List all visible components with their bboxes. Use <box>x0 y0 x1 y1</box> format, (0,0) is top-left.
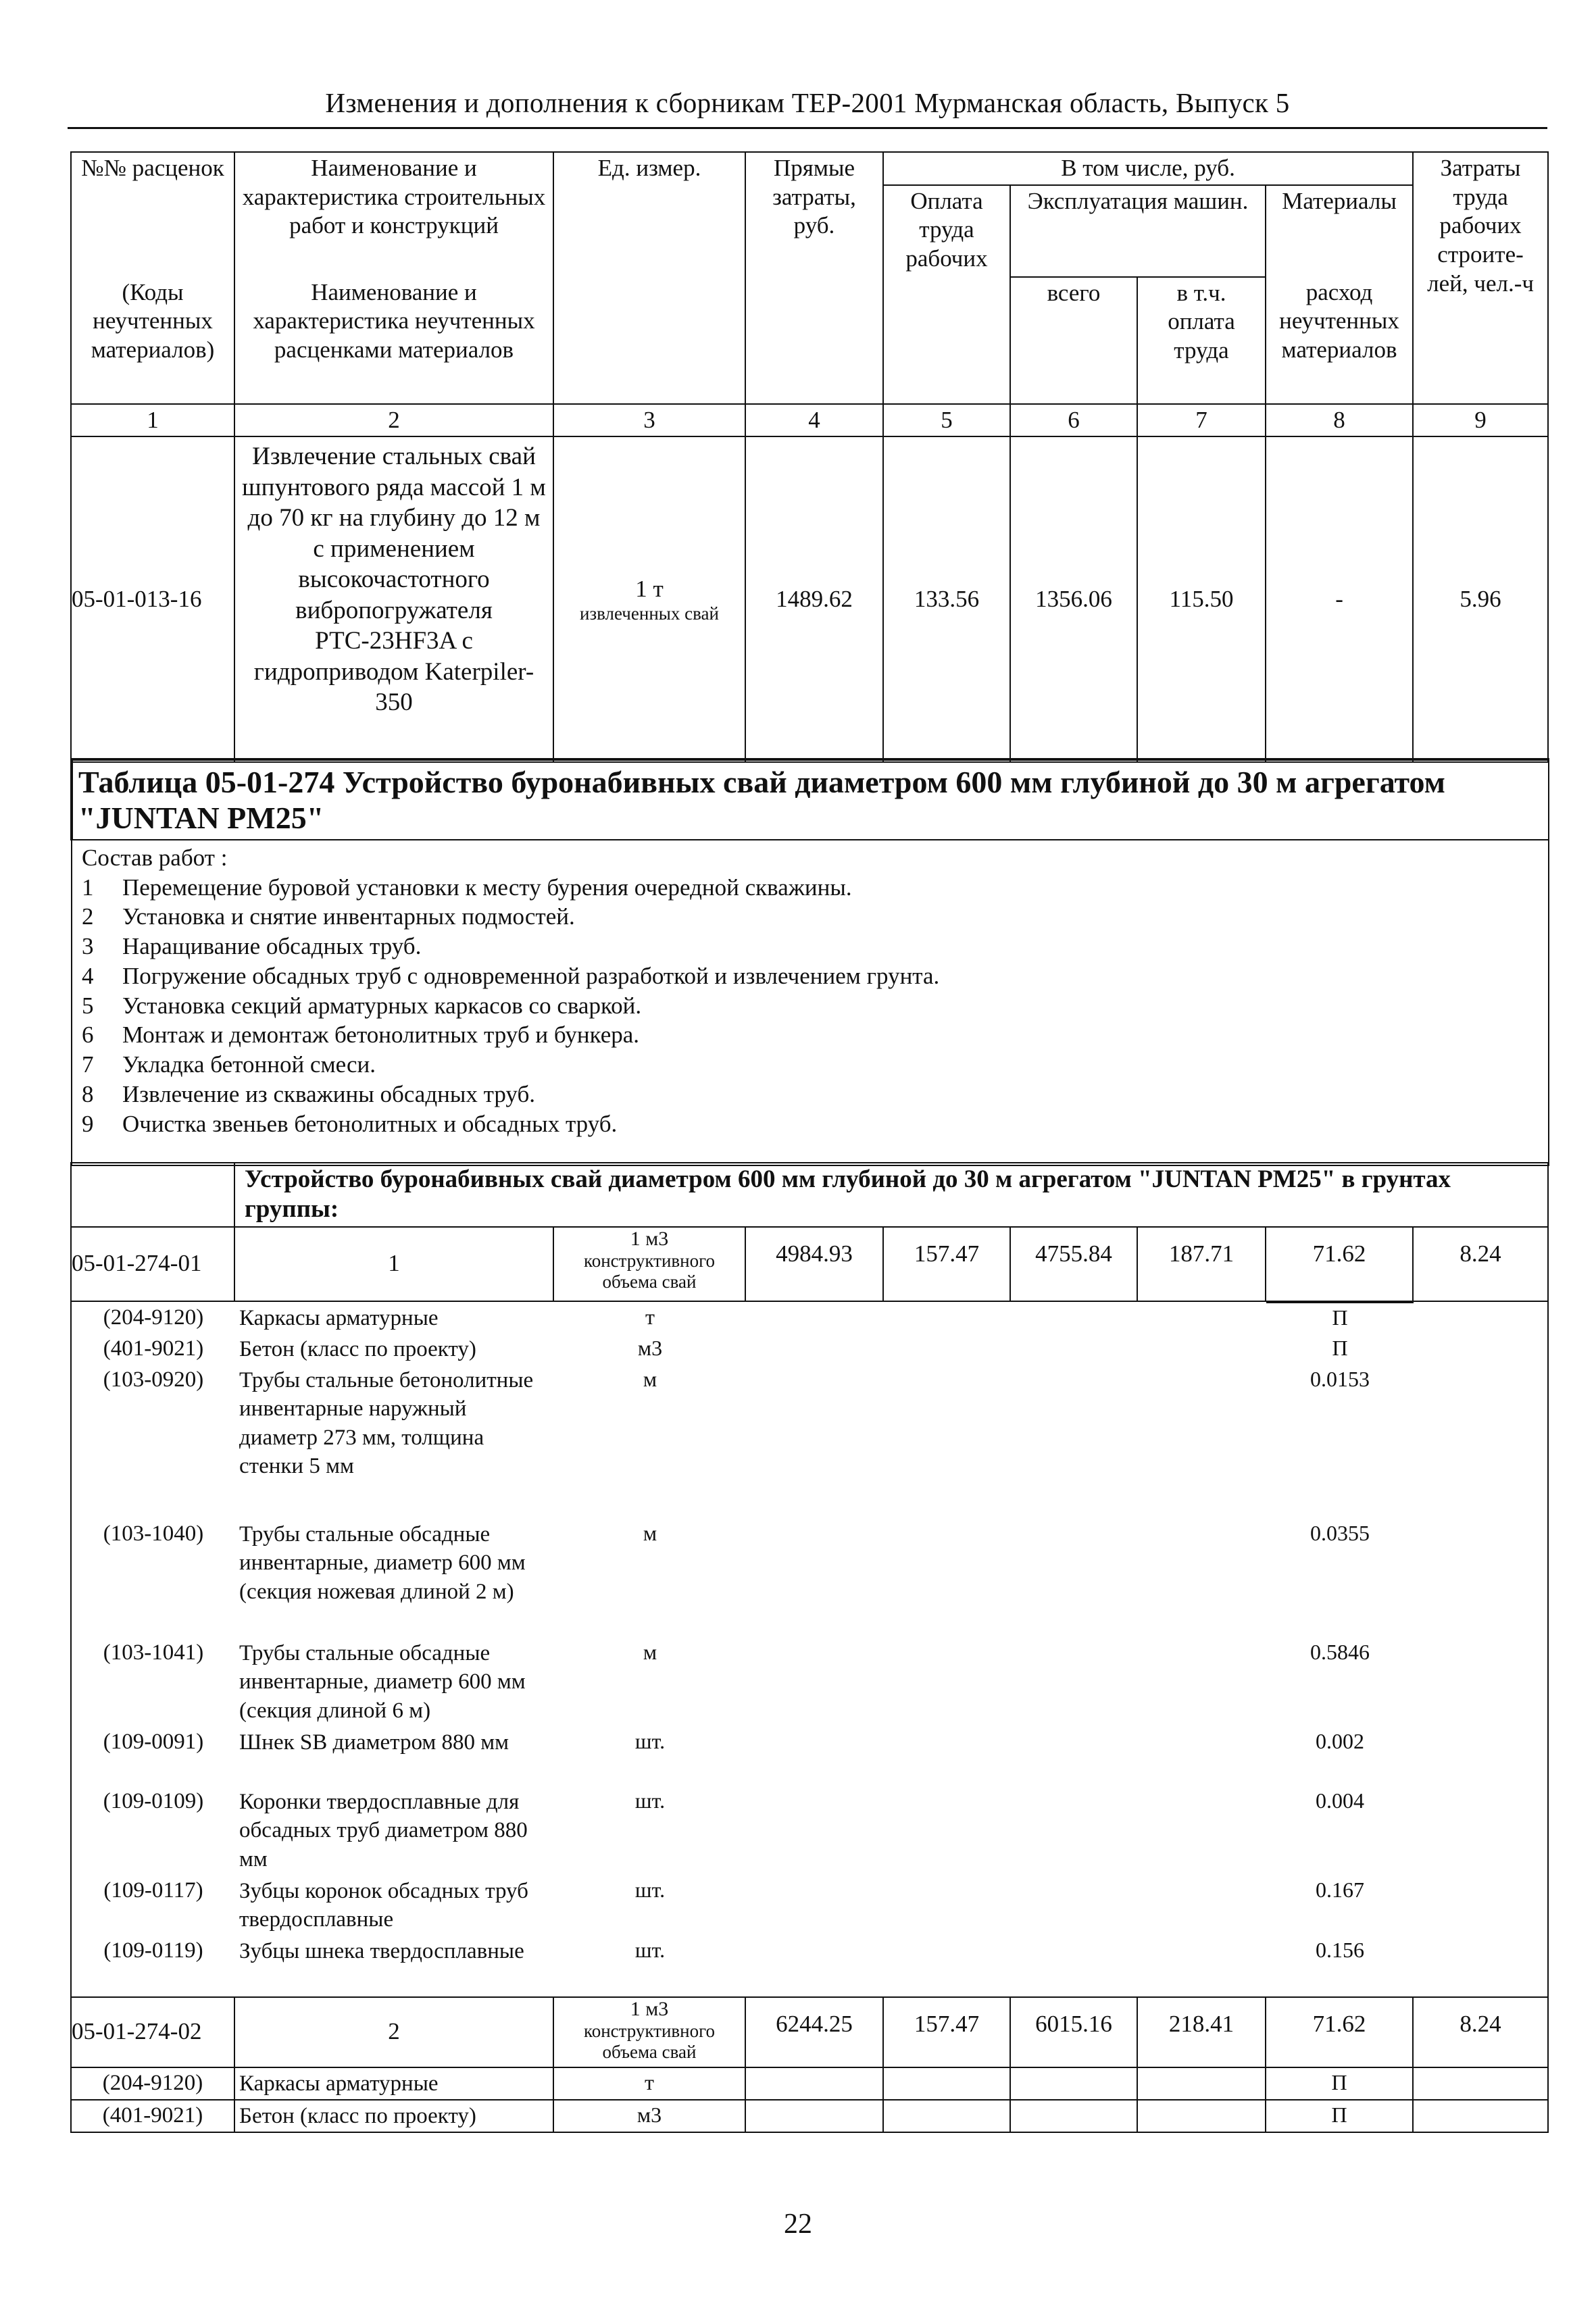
material-unit: м <box>643 1521 657 1546</box>
rate-unit-qty: 1 т <box>635 575 664 602</box>
col-number: 9 <box>1413 404 1548 437</box>
rate-unit-desc: конструктивного объема свай <box>583 1251 716 1292</box>
page-header: Изменения и дополнения к сборникам ТЕР-2001 Мурманская область, Выпуск 5 <box>325 87 1290 118</box>
table-title: Таблица 05-01-274 Устройство буронабивных свай диаметром 600 мм глубиной до 30 м агрегатом "JUNTAN PM25" <box>72 759 1549 840</box>
col-codes-header: №№ расценок <box>71 152 234 185</box>
rate-materials: 71.62 <box>1266 1997 1413 2067</box>
material-qty: 0.167 <box>1316 1878 1364 1903</box>
material-code: (401-9021) <box>71 2100 234 2132</box>
col-name-header: Наименование и характеристика строительных работ и конструкций <box>234 152 553 277</box>
operation-item <box>82 961 1543 991</box>
rate-materials: - <box>1266 436 1413 762</box>
material-code: (109-0091) <box>103 1730 204 1755</box>
col-number: 7 <box>1137 404 1266 437</box>
operation-number: 1 <box>82 874 94 901</box>
rate-direct-cost: 4984.93 <box>745 1227 883 1301</box>
material-unit: м <box>643 1640 657 1665</box>
material-name: Каркасы арматурные <box>234 2067 553 2100</box>
material-code: (109-0117) <box>103 1878 203 1903</box>
operation-text: Установка и снятие инвентарных подмостей. <box>122 903 575 930</box>
material-unit: шт. <box>634 1788 666 1813</box>
rate-materials: 71.62 <box>1266 1227 1413 1301</box>
material-qty: 0.156 <box>1316 1937 1364 1962</box>
col-machines-total-header: всего <box>1010 277 1137 404</box>
col-wages-header: Оплата труда рабочих <box>883 185 1010 404</box>
operation-text: Перемещение буровой установки к месту бурения очередной скважины. <box>122 874 852 901</box>
rate-row-05-01-013-16 <box>71 436 1548 762</box>
material-code: (401-9021) <box>103 1336 204 1361</box>
material-code: (103-1041) <box>103 1640 204 1665</box>
col-number: 8 <box>1266 404 1413 437</box>
rate-machines: 1356.06 <box>1010 436 1137 762</box>
col-name-sub-header: Наименование и характеристика неучтенных расценками материалов <box>234 277 553 404</box>
material-name: Коронки твердосплавные для обсадных труб диаметром 880 мм <box>239 1790 528 1871</box>
material-qty: 0.0153 <box>1310 1367 1370 1392</box>
material-qty: 0.0355 <box>1310 1521 1370 1546</box>
col-codes-spacer <box>71 185 234 277</box>
rate-unit <box>553 1997 745 2067</box>
col-labor-header: Затраты труда рабочих строите-лей, чел.-ч <box>1413 152 1548 404</box>
operation-item <box>82 991 1543 1021</box>
rate-machine-wages: 115.50 <box>1137 436 1266 762</box>
operation-number: 8 <box>82 1080 94 1107</box>
rate-name: Извлечение стальных свай шпунтового ряда массой 1 м до 70 кг на глубину до 12 м с применением высокочастотного вибропогружателя РТС-23HF3A с гидроприводом Katerpiler-350 <box>234 436 553 762</box>
col-machines-header: Эксплуатация машин. <box>1010 185 1266 277</box>
operation-number: 2 <box>82 903 94 930</box>
operation-text: Извлечение из скважины обсадных труб. <box>122 1080 535 1107</box>
material-row <box>72 1365 1549 1519</box>
material-unit: шт. <box>634 1878 666 1903</box>
column-numbers-row <box>71 404 1548 437</box>
operation-number: 5 <box>82 992 94 1019</box>
material-qty: 0.5846 <box>1310 1640 1370 1665</box>
material-name: Зубцы коронок обсадных труб твердосплавные <box>239 1879 528 1932</box>
material-code: (204-9120) <box>71 2067 234 2100</box>
header-rule <box>68 127 1547 129</box>
rate-code: 05-01-274-02 <box>71 1997 234 2067</box>
rate-unit <box>553 1227 745 1301</box>
material-name: Каркасы арматурные <box>239 1305 439 1330</box>
material-code: (103-0920) <box>103 1367 204 1392</box>
material-row <box>72 1876 1549 1935</box>
material-unit: м <box>643 1367 657 1392</box>
rate-labor: 5.96 <box>1413 436 1548 762</box>
rate-wages: 157.47 <box>883 1227 1010 1301</box>
rate-machine-wages: 218.41 <box>1137 1997 1266 2067</box>
operation-text: Укладка бетонной смеси. <box>122 1051 376 1078</box>
rate-code: 05-01-274-01 <box>71 1227 234 1301</box>
rate-direct-cost: 1489.62 <box>745 436 883 762</box>
materials-block-1 <box>71 1301 1548 1997</box>
rate-labor: 8.24 <box>1413 1997 1548 2067</box>
operation-text: Установка секций арматурных каркасов со сваркой. <box>122 992 642 1019</box>
col-number: 5 <box>883 404 1010 437</box>
col-machine-wages-header: в т.ч. оплата труда <box>1137 277 1266 404</box>
works-composition-title: Состав работ : <box>82 844 228 871</box>
rate-unit-desc: извлеченных свай <box>580 603 719 624</box>
rate-unit-desc: конструктивного объема свай <box>583 2021 716 2063</box>
rates-table-header <box>70 151 1549 763</box>
operation-number: 4 <box>82 962 94 989</box>
rate-unit-qty: 1 м3 <box>630 1997 669 2020</box>
material-name: Трубы стальные обсадные инвентарные, диаметр 600 мм (секция длиной 6 м) <box>239 1641 526 1723</box>
material-row <box>71 2100 1548 2132</box>
rate-unit <box>553 436 745 762</box>
material-row <box>72 1519 1549 1638</box>
rate-wages: 157.47 <box>883 1997 1010 2067</box>
material-name: Трубы стальные обсадные инвентарные, диаметр 600 мм (секция ножевая длиной 2 м) <box>239 1522 526 1604</box>
material-row <box>72 1786 1549 1876</box>
operation-text: Наращивание обсадных труб. <box>122 933 422 960</box>
col-materials-sub-header: расход неучтенных материалов <box>1266 277 1413 404</box>
material-code: (103-1040) <box>103 1521 204 1546</box>
operation-number: 9 <box>82 1110 94 1137</box>
col-materials-header: Материалы <box>1266 185 1413 277</box>
operation-item <box>82 902 1543 932</box>
material-unit: шт. <box>634 1937 666 1962</box>
operation-item <box>82 1020 1543 1050</box>
col-number: 4 <box>745 404 883 437</box>
operation-text: Очистка звеньев бетонолитных и обсадных труб. <box>122 1110 618 1137</box>
operation-number: 7 <box>82 1051 94 1078</box>
rate-row-05-01-274-02 <box>71 1997 1548 2067</box>
material-unit: т <box>645 1304 655 1329</box>
col-unit-header: Ед. измер. <box>553 152 745 404</box>
col-number: 3 <box>553 404 745 437</box>
soil-group-subtitle: Устройство буронабивных свай диаметром 600 мм глубиной до 30 м агрегатом "JUNTAN PM25" в грунтах группы: <box>234 1163 1548 1227</box>
group-header: В том числе, руб. <box>883 152 1413 185</box>
material-code: (204-9120) <box>103 1305 204 1330</box>
material-name: Бетон (класс по проекту) <box>234 2100 553 2132</box>
materials-table <box>72 1302 1549 1996</box>
operation-item <box>82 1050 1543 1080</box>
rate-unit-qty: 1 м3 <box>630 1227 669 1250</box>
material-name: Шнек SB диаметром 880 мм <box>239 1730 509 1755</box>
col-direct-header: Прямые затраты, руб. <box>745 152 883 404</box>
soil-group: 1 <box>234 1227 553 1301</box>
rate-row-05-01-274-01 <box>71 1227 1548 1301</box>
operation-number: 3 <box>82 933 94 960</box>
col-number: 6 <box>1010 404 1137 437</box>
material-unit: м3 <box>553 2100 745 2132</box>
material-qty: П <box>1266 2100 1413 2132</box>
rate-direct-cost: 6244.25 <box>745 1997 883 2067</box>
col-number: 2 <box>234 404 553 437</box>
material-name: Зубцы шнека твердосплавные <box>239 1938 524 1963</box>
materials-area <box>71 1301 1548 1997</box>
operation-item <box>82 1080 1543 1109</box>
material-qty: 0.004 <box>1316 1788 1364 1813</box>
material-row <box>72 1303 1549 1334</box>
material-qty: П <box>1332 1336 1348 1361</box>
material-name: Бетон (класс по проекту) <box>239 1337 476 1362</box>
operation-item <box>82 1109 1543 1139</box>
operation-item <box>82 932 1543 961</box>
rate-machines: 6015.16 <box>1010 1997 1137 2067</box>
material-code: (109-0119) <box>103 1938 203 1963</box>
material-unit: т <box>553 2067 745 2100</box>
material-row <box>72 1334 1549 1365</box>
material-qty: П <box>1266 2067 1413 2100</box>
material-row <box>72 1727 1549 1786</box>
rates-table-body <box>70 1162 1549 2133</box>
page-number: 22 <box>784 2209 812 2240</box>
material-row <box>72 1638 1549 1727</box>
material-code: (109-0109) <box>103 1789 204 1814</box>
col-codes-sub-header: (Коды неучтенных материалов) <box>71 277 234 404</box>
rate-machines: 4755.84 <box>1010 1227 1137 1301</box>
material-row <box>72 1936 1549 1996</box>
rate-wages: 133.56 <box>883 436 1010 762</box>
material-unit: шт. <box>634 1729 666 1754</box>
operation-number: 6 <box>82 1022 94 1049</box>
rate-machine-wages: 187.71 <box>1137 1227 1266 1301</box>
works-composition <box>72 840 1549 1165</box>
material-unit: м3 <box>637 1336 663 1361</box>
material-name: Трубы стальные бетонолитные инвентарные наружный диаметр 273 мм, толщина стенки 5 мм <box>239 1368 534 1478</box>
operation-text: Монтаж и демонтаж бетонолитных труб и бункера. <box>122 1022 640 1049</box>
col-number: 1 <box>71 404 234 437</box>
material-row <box>71 2067 1548 2100</box>
operation-text: Погружение обсадных труб с одновременной разработкой и извлечением грунта. <box>122 962 940 989</box>
table-title-block <box>70 758 1549 1166</box>
material-qty: 0.002 <box>1316 1729 1364 1754</box>
rate-labor: 8.24 <box>1413 1227 1548 1301</box>
soil-group: 2 <box>234 1997 553 2067</box>
operation-item <box>82 873 1543 903</box>
material-qty: П <box>1266 1303 1414 1334</box>
rate-code: 05-01-013-16 <box>71 436 234 762</box>
